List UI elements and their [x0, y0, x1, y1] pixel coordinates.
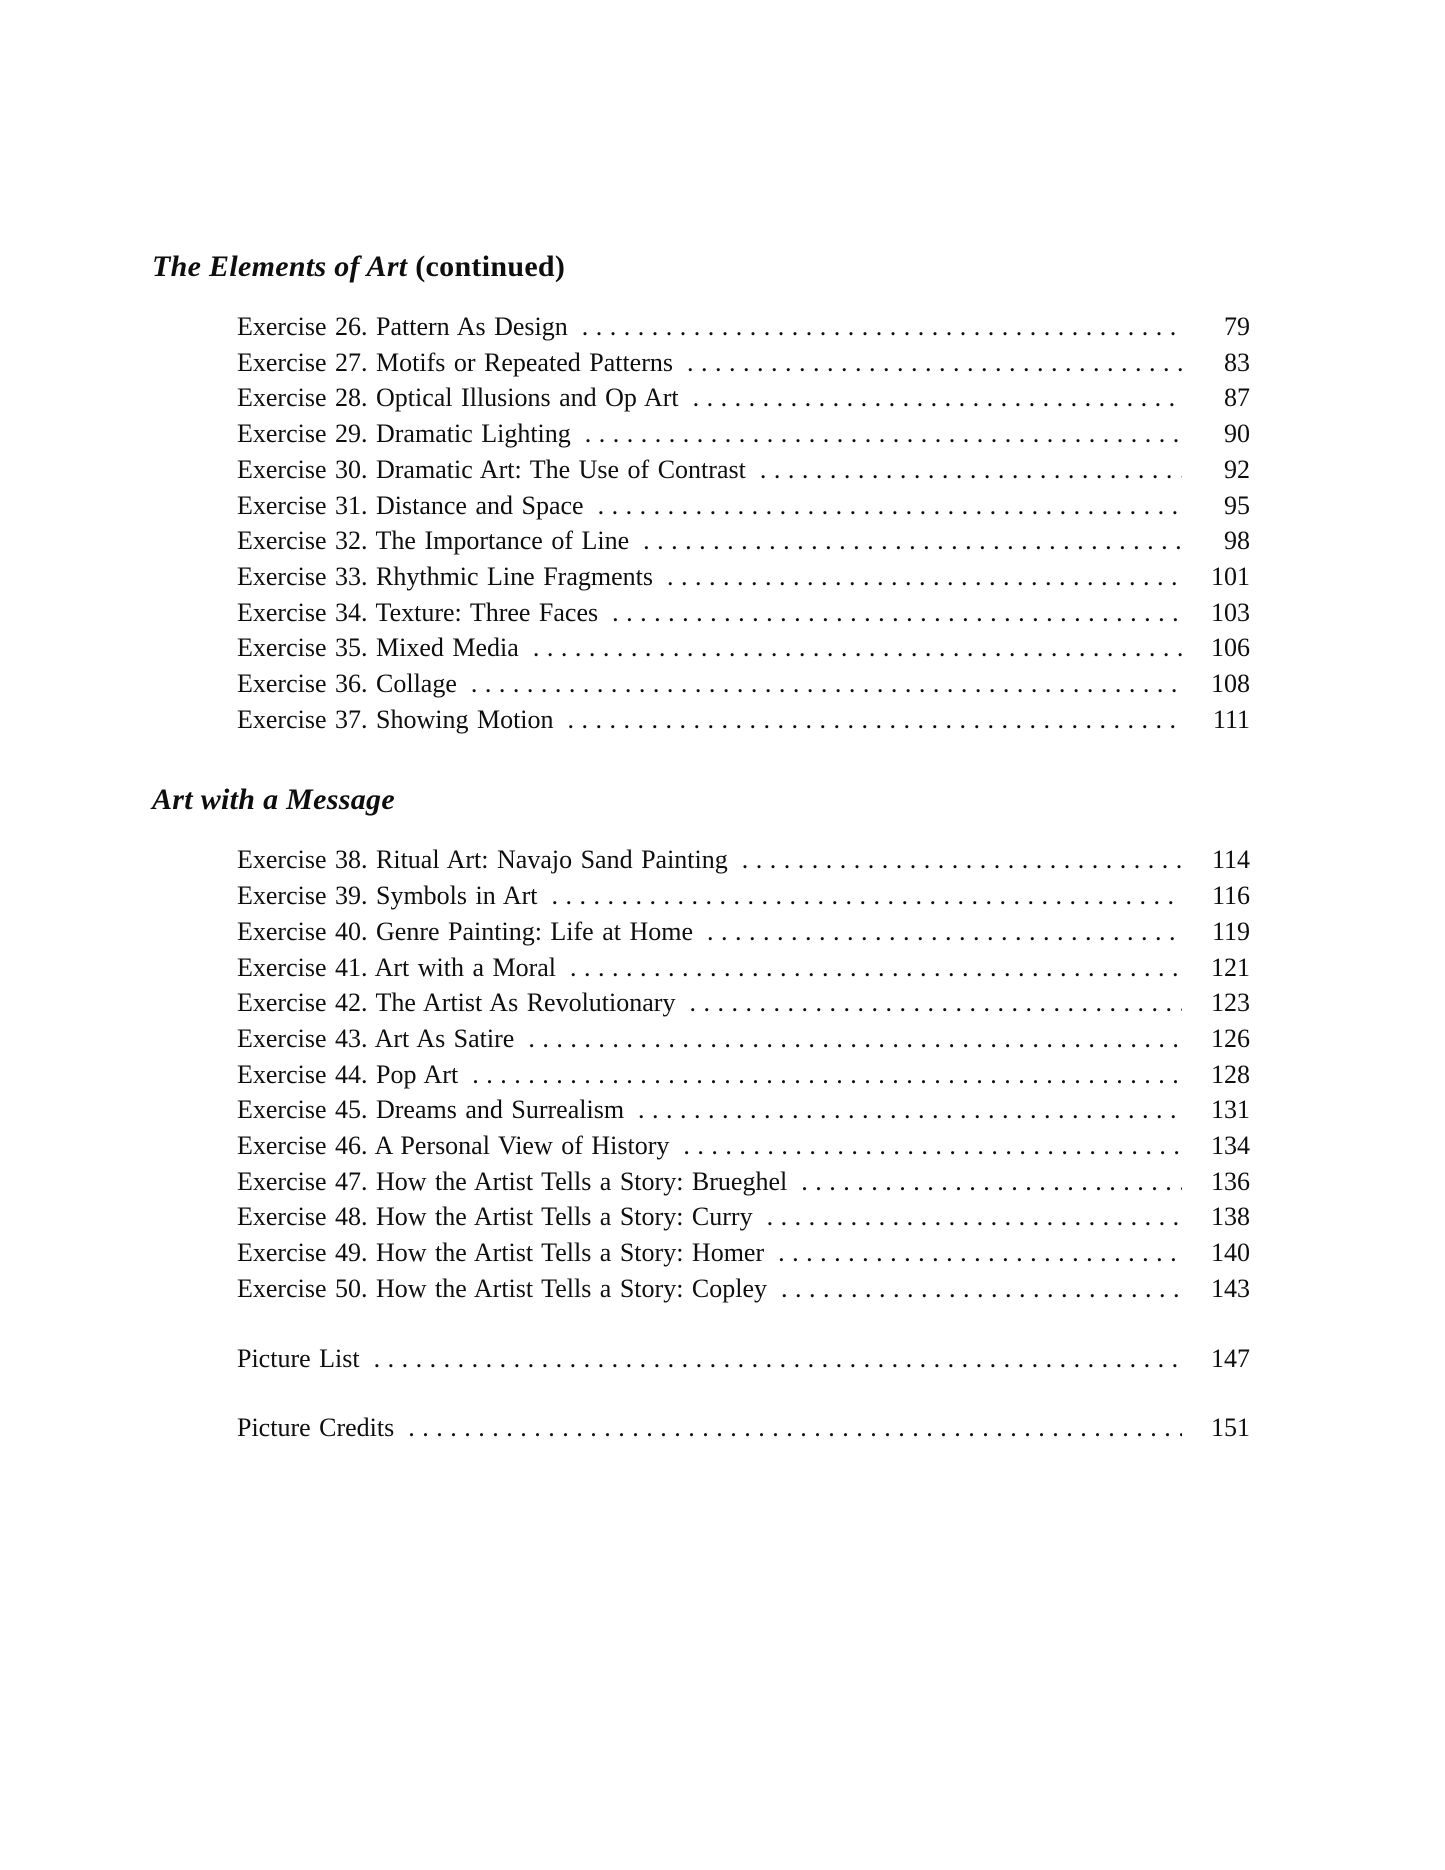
dot-leader: [638, 1092, 1182, 1128]
toc-row: [237, 559, 1250, 595]
page-number: 92: [1224, 454, 1250, 484]
dot-leader: [598, 488, 1182, 524]
toc-footer-rows: [152, 1341, 1250, 1446]
section-heading: [152, 250, 1250, 283]
page-number: 87: [1224, 383, 1250, 413]
dot-leader: [585, 416, 1182, 452]
page-number: 108: [1211, 669, 1250, 699]
toc-entry-label: Exercise 28. Optical Illusions and Op Art: [237, 383, 679, 413]
dot-leader: [408, 1410, 1182, 1446]
toc-entry-label: Exercise 27. Motifs or Repeated Patterns: [237, 347, 673, 377]
toc-entry-label: Exercise 36. Collage: [237, 669, 457, 699]
toc-entry-label: Exercise 41. Art with a Moral: [237, 952, 557, 982]
page-number: 90: [1224, 419, 1250, 449]
toc-row: [237, 1128, 1250, 1164]
page-number: 103: [1211, 597, 1250, 627]
dot-leader: [707, 914, 1182, 950]
toc-row: [237, 1021, 1250, 1057]
page-number: 79: [1224, 312, 1250, 341]
toc-entry-label: Exercise 42. The Artist As Revolutionary: [237, 988, 676, 1018]
toc-entry-label: Exercise 48. How the Artist Tells a Story: Curry: [237, 1202, 753, 1232]
dot-leader: [551, 878, 1182, 914]
dot-leader: [687, 345, 1182, 381]
toc-row: [237, 914, 1250, 950]
toc-entry-label: Exercise 31. Distance and Space: [237, 490, 584, 520]
toc-row: [237, 1199, 1250, 1235]
page-number: 143: [1211, 1273, 1250, 1303]
toc-entry-label: Exercise 34. Texture: Three Faces: [237, 597, 599, 627]
dot-leader: [643, 523, 1182, 559]
page-number: 140: [1211, 1238, 1250, 1268]
dot-leader: [528, 1021, 1182, 1057]
toc-entry-label: Exercise 50. How the Artist Tells a Story: Copley: [237, 1273, 768, 1303]
dot-leader: [801, 1164, 1182, 1200]
page-number: 131: [1211, 1095, 1250, 1125]
toc-entry-label: Exercise 45. Dreams and Surrealism: [237, 1095, 625, 1125]
toc-row: [237, 666, 1250, 702]
toc-row: [237, 842, 1250, 878]
dot-leader: [471, 666, 1182, 702]
dot-leader: [533, 630, 1182, 666]
page-number: 121: [1211, 952, 1250, 982]
toc-row: [237, 985, 1250, 1021]
toc-entry-label: Exercise 47. How the Artist Tells a Story: Brueghel: [237, 1166, 788, 1196]
section-heading: [152, 783, 1250, 816]
page-number: 106: [1211, 633, 1250, 663]
toc-entry-label: Picture List: [237, 1343, 360, 1373]
toc-entry-label: Exercise 30. Dramatic Art: The Use of Contrast: [237, 454, 746, 484]
dot-leader: [742, 842, 1182, 878]
dot-leader: [760, 452, 1182, 488]
dot-leader: [683, 1128, 1182, 1164]
toc-row: [237, 630, 1250, 666]
page-number: 151: [1211, 1413, 1250, 1443]
toc-row: [237, 950, 1250, 986]
page-number: 138: [1211, 1202, 1250, 1232]
page-number: 123: [1211, 988, 1250, 1018]
toc-row: [237, 523, 1250, 559]
dot-leader: [667, 559, 1182, 595]
toc-row: [237, 1341, 1250, 1377]
dot-leader: [781, 1271, 1182, 1307]
toc-entry-label: Exercise 40. Genre Painting: Life at Home: [237, 916, 694, 946]
toc-row: [237, 595, 1250, 631]
toc-row: [237, 1092, 1250, 1128]
dot-leader: [778, 1235, 1182, 1271]
toc-section: [152, 783, 1250, 1306]
section-title: Art with a Message: [152, 783, 395, 817]
page-number: 119: [1211, 916, 1250, 946]
toc-entry-label: Exercise 35. Mixed Media: [237, 633, 519, 663]
toc-entry-label: Exercise 46. A Personal View of History: [237, 1131, 670, 1161]
toc-entry-label: Exercise 44. Pop Art: [237, 1059, 459, 1089]
toc-entry-label: Picture Credits: [237, 1413, 395, 1443]
toc-entry-label: Exercise 26. Pattern As Design: [237, 312, 568, 341]
section-title-suffix: (continued): [407, 250, 566, 283]
dot-leader: [689, 985, 1182, 1021]
toc-entry-label: Exercise 49. How the Artist Tells a Story: Homer: [237, 1238, 765, 1268]
toc-entry-label: Exercise 43. Art As Satire: [237, 1023, 515, 1053]
dot-leader: [612, 595, 1182, 631]
toc-row: [237, 416, 1250, 452]
page-number: 114: [1211, 845, 1250, 875]
toc-row: [237, 452, 1250, 488]
toc-section: [152, 250, 1250, 737]
page-number: 128: [1211, 1059, 1250, 1089]
toc-entry-label: Exercise 38. Ritual Art: Navajo Sand Painting: [237, 845, 728, 875]
toc-row: [237, 380, 1250, 416]
toc-row: [237, 1235, 1250, 1271]
toc-entry-label: Exercise 39. Symbols in Art: [237, 881, 538, 911]
dot-leader: [767, 1199, 1182, 1235]
page-number: 134: [1211, 1131, 1250, 1161]
dot-leader: [570, 950, 1182, 986]
page-number: 111: [1212, 704, 1250, 734]
toc-row: [237, 1410, 1250, 1446]
toc-row: [237, 488, 1250, 524]
dot-leader: [582, 309, 1182, 345]
toc-entry-label: Exercise 32. The Importance of Line: [237, 526, 630, 556]
toc-row: [237, 1271, 1250, 1307]
dot-leader: [472, 1057, 1182, 1093]
page-number: 126: [1211, 1023, 1250, 1053]
toc-rows: [152, 842, 1250, 1306]
toc-row: [237, 1057, 1250, 1093]
dot-leader: [568, 702, 1182, 738]
toc-page: [152, 250, 1250, 1446]
page-number: 101: [1211, 561, 1250, 591]
toc-row: [237, 878, 1250, 914]
dot-leader: [374, 1341, 1182, 1377]
toc-row: [237, 1164, 1250, 1200]
toc-row: [237, 345, 1250, 381]
toc-rows: [152, 309, 1250, 737]
toc-row: [237, 702, 1250, 738]
dot-leader: [693, 380, 1182, 416]
page-number: 147: [1211, 1343, 1250, 1373]
page-number: 116: [1211, 881, 1250, 911]
page-number: 95: [1224, 490, 1250, 520]
toc-content: [152, 250, 1250, 1446]
toc-row: [237, 309, 1250, 345]
page-number: 83: [1224, 347, 1250, 377]
toc-entry-label: Exercise 33. Rhythmic Line Fragments: [237, 561, 653, 591]
section-title: The Elements of Art: [152, 250, 408, 283]
toc-entry-label: Exercise 37. Showing Motion: [237, 704, 554, 734]
toc-entry-label: Exercise 29. Dramatic Lighting: [237, 419, 571, 449]
page-number: 136: [1211, 1166, 1250, 1196]
page-number: 98: [1224, 526, 1250, 556]
